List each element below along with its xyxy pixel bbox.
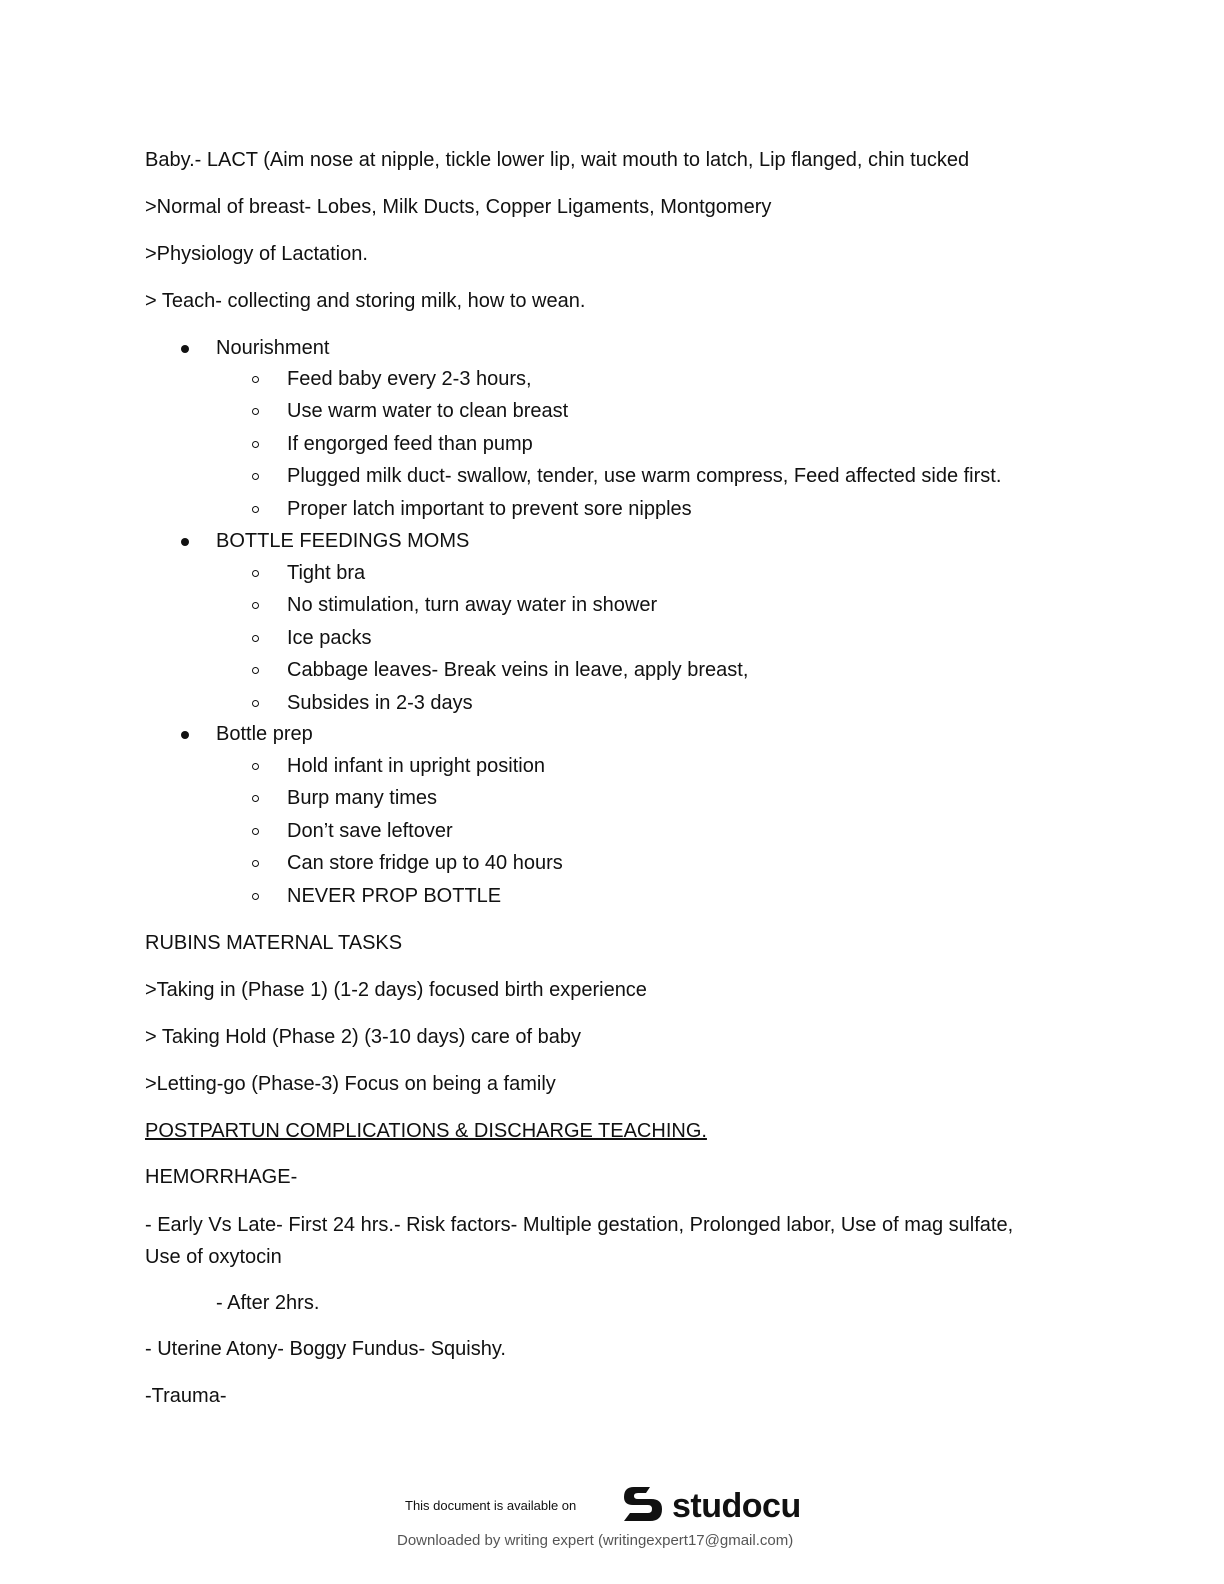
list-item [145,432,1145,456]
circle-bullet-icon [252,376,259,383]
list-item [145,884,1145,908]
bullet-nourishment [145,336,1145,360]
bullet-bottle-prep [145,722,1145,746]
list-item-text: Plugged milk duct- swallow, tender, use warm compress, Feed affected side first. [287,465,1002,487]
list-item-text: Hold infant in upright position [287,755,545,777]
rubins-phase-2: > Taking Hold (Phase 2) (3-10 days) care of baby [145,1026,581,1048]
complications-heading: POSTPARTUN COMPLICATIONS & DISCHARGE TEACHING. [145,1120,707,1142]
list-item [145,754,1145,778]
circle-bullet-icon [252,602,259,609]
list-item-text: Feed baby every 2-3 hours, [287,368,532,390]
list-item [145,367,1145,391]
list-item-text: Tight bra [287,562,366,584]
studocu-footer [0,1480,1224,1584]
rubins-heading: RUBINS MATERNAL TASKS [145,932,403,954]
rubins-phase-1: >Taking in (Phase 1) (1-2 days) focused birth experience [145,979,647,1001]
bullet-bottle-feedings [145,529,1145,553]
list-item-text: Burp many times [287,787,438,809]
list-item [145,464,1145,488]
studocu-logo[interactable] [620,1482,801,1530]
list-item [145,626,1145,650]
downloaded-by-text: Downloaded by writing expert (writingexpert17@gmail.com) [397,1532,794,1549]
circle-bullet-icon [252,408,259,415]
list-item-text: NEVER PROP BOTTLE [287,885,502,907]
list-item [145,593,1145,617]
intro-line-lact: Baby.- LACT (Aim nose at nipple, tickle lower lip, wait mouth to latch, Lip flanged, chin tucked [145,149,970,171]
circle-bullet-icon [252,763,259,770]
hemorrhage-label: HEMORRHAGE- [145,1166,298,1188]
circle-bullet-icon [252,893,259,900]
list-item-text: Use warm water to clean breast [287,400,569,422]
studocu-brand: studocu [672,1486,801,1525]
available-on-text: This document is available on [405,1498,577,1513]
bullet-dot-icon [181,731,189,739]
list-item-text: Subsides in 2-3 days [287,692,473,714]
circle-bullet-icon [252,795,259,802]
list-item-text: Don’t save leftover [287,820,453,842]
circle-bullet-icon [252,506,259,513]
list-item-text: If engorged feed than pump [287,433,533,455]
studocu-logo-icon [620,1481,666,1532]
list-item [145,561,1145,585]
bullet-dot-icon [181,538,189,546]
list-item [145,399,1145,423]
uterine-atony-text: - Uterine Atony- Boggy Fundus- Squishy. [145,1338,506,1360]
circle-bullet-icon [252,635,259,642]
circle-bullet-icon [252,473,259,480]
intro-line-breast: >Normal of breast- Lobes, Milk Ducts, Copper Ligaments, Montgomery [145,196,772,218]
list-item-text: Can store fridge up to 40 hours [287,852,563,874]
circle-bullet-icon [252,667,259,674]
circle-bullet-icon [252,860,259,867]
trauma-text: -Trauma- [145,1385,227,1407]
after-2hrs-text: - After 2hrs. [216,1292,320,1314]
intro-line-physiology: >Physiology of Lactation. [145,243,368,265]
list-item [145,851,1145,875]
circle-bullet-icon [252,570,259,577]
bullet-label: BOTTLE FEEDINGS MOMS [216,530,470,552]
list-item [145,658,1145,682]
circle-bullet-icon [252,828,259,835]
list-item [145,691,1145,715]
list-item-text: Proper latch important to prevent sore nipples [287,498,692,520]
list-item [145,497,1145,521]
list-item [145,786,1145,810]
list-item [145,819,1145,843]
list-item-text: No stimulation, turn away water in shower [287,594,658,616]
intro-line-teach: > Teach- collecting and storing milk, how to wean. [145,290,586,312]
bullet-label: Nourishment [216,337,330,359]
rubins-phase-3: >Letting-go (Phase-3) Focus on being a family [145,1073,556,1095]
bullet-dot-icon [181,345,189,353]
list-item-text: Cabbage leaves- Break veins in leave, apply breast, [287,659,749,681]
circle-bullet-icon [252,441,259,448]
circle-bullet-icon [252,700,259,707]
list-item-text: Ice packs [287,627,372,649]
early-vs-late-text: - Early Vs Late- First 24 hrs.- Risk factors- Multiple gestation, Prolonged labor, Use of mag sulfate, Use of oxytocin [145,1214,1014,1268]
bullet-label: Bottle prep [216,723,313,745]
